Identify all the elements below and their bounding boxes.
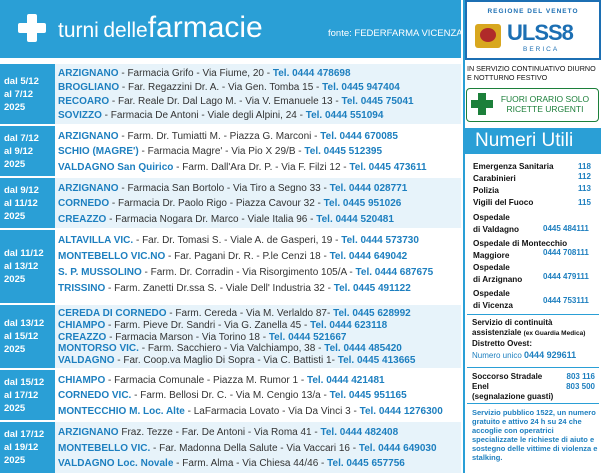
pharmacy-address: - Farmacia Comunale - Piazza M. Rumor 1 -: [105, 375, 307, 386]
useful-number-value: 118: [578, 162, 591, 171]
town-name: BROGLIANO: [58, 82, 120, 93]
lion-emblem-icon: [475, 24, 501, 48]
useful-number-name: Polizia: [473, 186, 499, 195]
pharmacy-cross-icon: [18, 14, 46, 42]
date-range: dal 9/12 al 11/12 2025: [4, 184, 39, 222]
pharmacy-address: - Farm. Dall'Ara Dr. P. - Via F. Filzi 12 -: [173, 161, 350, 173]
useful-number-label: [473, 198, 533, 208]
useful-number-name: Ospedale di Montecchio: [473, 239, 568, 248]
phone-number: Tel. 0444 482408: [320, 427, 399, 438]
useful-number-name: Vigili del Fuoco: [473, 198, 534, 207]
urgent-hours-line-2: RICETTE URGENTI: [506, 104, 584, 114]
pharmacy-entry: [58, 404, 459, 419]
phone-number: Tel. 0445 628992: [333, 308, 411, 319]
town-name: CHIAMPO: [58, 375, 106, 386]
soccorso-value: 803 116: [566, 372, 595, 381]
town-name: ARZIGNANO: [58, 183, 119, 194]
pharmacy-entry: [58, 249, 459, 265]
page-title: [58, 9, 263, 52]
pharmacy-address: - Far. Pagani Dr. R. - P.le Cenzi 18 -: [165, 251, 330, 262]
town-name: S. P. MUSSOLINO: [58, 267, 142, 278]
town-name: ALTAVILLA VIC.: [58, 235, 134, 246]
phone-number: Tel. 0444 421481: [306, 375, 385, 386]
town-name: CREAZZO: [58, 213, 107, 225]
pharmacy-address: - Farm. Alma - Via Chiesa 44/46 -: [173, 458, 328, 470]
pharmacy-address: - Farm. Cereda - Via M. Verlaldo 87-: [166, 308, 334, 319]
useful-number-label: [473, 162, 554, 172]
useful-number-label: [473, 288, 513, 312]
ulss-subtitle: BERICA: [523, 46, 560, 53]
week-row: [0, 422, 461, 473]
pharmacy-address: - Farmacia De Antoni - Viale degli Alpini, 24 -: [101, 110, 306, 121]
phone-number: Tel. 0444 478698: [272, 68, 351, 79]
phone-number: Tel. 0445 413665: [337, 355, 416, 367]
useful-number-value: 0444 708111: [543, 248, 589, 257]
date-range-cell: [0, 422, 55, 473]
pharmacy-list: [58, 425, 459, 472]
title-word-farmacie: farmacie: [147, 11, 263, 44]
useful-number-name-2: Maggiore: [473, 251, 510, 260]
date-range-cell: [0, 230, 55, 303]
ulss-name: ULSS8: [507, 20, 573, 45]
phone-number: Tel. 0444 028771: [329, 183, 408, 194]
violence-helpline-note: Servizio pubblico 1522, un numero gratuito e attivo 24 h su 24 che accoglie con operatrici specializzate le richieste di aiuto e sostegno delle vittime di violenza e stalking.: [472, 408, 598, 462]
phone-number: Tel. 0445 491122: [333, 283, 411, 294]
pharmacy-entry: [58, 233, 459, 249]
town-name: SOVIZZO: [58, 110, 102, 121]
phone-number: Tel. 0444 551094: [305, 110, 384, 121]
pharmacy-entry: [58, 332, 459, 344]
title-word-turni: turni: [58, 19, 99, 42]
town-name: VALDAGNO San Quirico: [58, 161, 174, 173]
town-name: VALDAGNO: [58, 355, 115, 367]
urgent-hours-text: [495, 94, 595, 114]
pharmacy-entry: [58, 388, 459, 403]
date-range: dal 11/12 al 13/12 2025: [4, 248, 44, 285]
town-name: RECOARO: [58, 96, 110, 107]
useful-number-value: 0444 479111: [543, 272, 589, 281]
town-name: MONTECCHIO M. Loc. Alte: [58, 405, 185, 417]
phone-number: Tel. 0445 951026: [323, 198, 402, 210]
pharmacy-list: [58, 129, 459, 175]
pharmacy-address: - Far. Coop.va Maglio Di Sopra - Via C. Battisti 1-: [114, 355, 338, 367]
urgent-hours-box: [466, 88, 599, 122]
continuity-number-label: Numero unico: [472, 351, 522, 360]
date-range-cell: [0, 126, 55, 176]
phone-number: Tel. 0444 649030: [358, 442, 437, 454]
town-name: CEREDA DI CORNEDO: [58, 308, 167, 319]
pharmacy-entry: [58, 281, 459, 297]
phone-number: Tel. 0444 520481: [316, 213, 394, 225]
divider: [467, 367, 599, 368]
pharmacy-address: - Farm. Dr. Corradin - Via Risorgimento 105/A -: [141, 267, 356, 278]
pharmacy-entry: [58, 144, 459, 159]
town-name: CREAZZO: [58, 331, 107, 343]
date-range-cell: [0, 305, 55, 368]
useful-number-label: [473, 186, 499, 196]
town-name: VALDAGNO Loc. Novale: [58, 458, 174, 470]
pharmacy-entry: [58, 95, 459, 109]
week-row: [0, 64, 461, 124]
town-name: MONTORSO VIC.: [58, 343, 139, 355]
phone-number: Tel. 0445 951165: [329, 390, 407, 402]
pharmacy-entry: [58, 181, 459, 196]
pharmacy-entry: [58, 308, 459, 320]
useful-number-name: Ospedale: [473, 263, 510, 272]
useful-number-value: 113: [578, 184, 591, 193]
pharmacy-address: Fraz. Tezze - Far. De Antoni - Via Roma 41 -: [118, 427, 321, 438]
pharmacy-address: - Far. Regazzini Dr. A. - Via Gen. Tomba 15 -: [119, 82, 323, 93]
title-word-delle: delle: [103, 19, 148, 42]
date-range: dal 5/12 al 7/12 2025: [4, 75, 39, 113]
pharmacy-entry: [58, 355, 459, 367]
town-name: MONTEBELLO VIC.NO: [58, 251, 166, 262]
pharmacy-entry: [58, 456, 459, 472]
week-row: [0, 370, 461, 420]
pharmacy-entry: [58, 196, 459, 211]
phone-number: Tel. 0444 670085: [320, 131, 398, 142]
pharmacy-entry: [58, 320, 459, 332]
soccorso-label: Soccorso Stradale: [472, 372, 543, 381]
pharmacy-entry: [58, 109, 459, 123]
useful-number-value: 0445 484111: [543, 224, 589, 233]
week-row: [0, 305, 461, 368]
urgent-hours-line-1: FUORI ORARIO SOLO: [500, 94, 590, 104]
pharmacy-list: [58, 233, 459, 297]
green-cross-icon: [471, 93, 493, 115]
date-range-cell: [0, 178, 55, 228]
useful-number-label: [473, 262, 522, 286]
pharmacy-address: - Far. Reale Dr. Dal Lago M. - Via V. Emanuele 13 -: [109, 96, 342, 107]
enel-label: Enel: [472, 382, 489, 391]
continuity-line-1: Servizio di continuità: [472, 318, 553, 327]
useful-number-label: [473, 174, 516, 184]
pharmacy-address: - Far. Dr. Tomasi S. - Viale A. de Gasperi, 19 -: [133, 235, 342, 246]
pharmacy-list: [58, 373, 459, 419]
phone-number: Tel. 0445 75041: [341, 96, 414, 107]
enel-sub: (segnalazione guasti): [472, 392, 554, 401]
useful-number-name-2: di Arzignano: [473, 275, 523, 284]
service-note: IN SERVIZIO CONTINUATIVO DIURNO E NOTTURNO FESTIVO: [467, 64, 596, 82]
pharmacy-entry: [58, 129, 459, 144]
phone-number: Tel. 0444 521667: [268, 331, 347, 343]
town-name: TRISSINO: [58, 283, 106, 294]
date-range: dal 7/12 al 9/12 2025: [4, 132, 39, 170]
pharmacy-entry: [58, 81, 459, 95]
useful-number-value: 0444 753111: [543, 296, 589, 305]
phone-number: Tel. 0445 657756: [327, 458, 405, 470]
phone-number: Tel. 0445 473611: [349, 161, 427, 173]
useful-number-value: 112: [578, 172, 591, 181]
date-range: dal 17/12 al 19/12 2025: [4, 429, 45, 466]
pharmacy-entry: [58, 160, 459, 175]
week-row: [0, 126, 461, 176]
source-note: fonte: FEDERFARMA VICENZA: [328, 28, 463, 39]
pharmacy-address: - Farm. Zanetti Dr.ssa S. - Viale Dell' Industria 32 -: [105, 283, 334, 294]
phone-number: Tel. 0445 947404: [322, 82, 400, 93]
pharmacy-entry: [58, 373, 459, 388]
useful-number-label: [473, 212, 519, 236]
pharmacy-entry: [58, 265, 459, 281]
phone-number: Tel. 0444 573730: [341, 235, 419, 246]
useful-number-name: Emergenza Sanitaria: [473, 162, 554, 171]
enel-value: 803 500: [566, 382, 595, 391]
phone-number: Tel. 0445 512395: [304, 146, 383, 158]
continuity-district: Distretto Ovest:: [472, 339, 533, 348]
divider: [467, 314, 599, 315]
continuity-note: (ex Guardia Medica): [523, 330, 586, 337]
useful-number-name: Carabinieri: [473, 174, 516, 183]
phone-number: Tel. 0444 649042: [329, 251, 408, 262]
pharmacy-address: - Farmacia Magre' - Via Pio X 29/B -: [138, 146, 305, 158]
date-range-cell: [0, 370, 55, 420]
road-assistance-labels: [472, 372, 553, 402]
continuity-line-2: assistenziale: [472, 328, 522, 337]
ulss-logo: [465, 0, 601, 60]
divider: [467, 403, 599, 404]
pharmacy-entry: [58, 343, 459, 355]
pharmacy-address: - Farmacia Dr. Paolo Rigo - Piazza Cavour 32 -: [109, 198, 324, 210]
phone-number: Tel. 0444 623118: [310, 319, 388, 331]
pharmacy-list: [58, 308, 459, 367]
date-range: dal 13/12 al 15/12 2025: [4, 318, 45, 355]
phone-number: Tel. 0444 1276300: [359, 405, 443, 417]
pharmacy-list: [58, 181, 459, 227]
useful-number-name: Ospedale: [473, 289, 510, 298]
town-name: ARZIGNANO: [58, 427, 119, 438]
date-range: dal 15/12 al 17/12 2025: [4, 376, 45, 414]
town-name: ARZIGNANO: [58, 131, 119, 142]
pharmacy-list: [58, 67, 459, 123]
pharmacy-entry: [58, 425, 459, 441]
pharmacy-address: - LaFarmacia Lovato - Via Da Vinci 3 -: [184, 405, 360, 417]
pharmacy-entry: [58, 212, 459, 227]
useful-number-name-2: di Vicenza: [473, 301, 513, 310]
useful-number-name: Ospedale: [473, 213, 510, 222]
pharmacy-address: - Farm. Bellosi Dr. C. - Via M. Cengio 13/a -: [131, 390, 330, 402]
pharmacy-address: - Farmacia Grifo - Via Fiume, 20 -: [118, 68, 273, 79]
pharmacy-entry: [58, 67, 459, 81]
pharmacy-entry: [58, 441, 459, 457]
pharmacy-address: - Farm. Pieve Dr. Sandri - Via G. Zanella 45 -: [105, 319, 311, 331]
continuity-number-value: 0444 929611: [524, 350, 577, 360]
town-name: CORNEDO: [58, 198, 110, 210]
town-name: ARZIGNANO: [58, 68, 119, 79]
town-name: CORNEDO VIC.: [58, 390, 132, 402]
phone-number: Tel. 0444 687675: [355, 267, 434, 278]
pharmacy-address: - Farm. Sacchiero - Via Valchiampo, 38 -: [138, 343, 325, 355]
pharmacy-address: - Farm. Dr. Tumiatti M. - Piazza G. Marconi -: [118, 131, 321, 142]
region-label: REGIONE DEL VENETO: [487, 8, 579, 15]
date-range-cell: [0, 64, 55, 124]
road-assistance-values: [553, 372, 595, 392]
pharmacy-address: - Farmacia San Bortolo - Via Tiro a Segno 33 -: [118, 183, 330, 194]
week-row: [0, 178, 461, 228]
week-row: [0, 230, 461, 303]
pharmacy-address: - Far. Madonna Della Salute - Via Vaccari 16 -: [150, 442, 359, 454]
town-name: SCHIO (MAGRE'): [58, 146, 139, 158]
phone-number: Tel. 0444 485420: [324, 343, 402, 355]
useful-number-name-2: di Valdagno: [473, 225, 519, 234]
page-header: [0, 0, 461, 60]
useful-number-value: 115: [578, 198, 591, 207]
pharmacy-address: - Farmacia Marson - Via Torino 18 -: [106, 331, 269, 343]
useful-numbers-title: Numeri Utili: [475, 130, 574, 151]
town-name: CHIAMPO: [58, 319, 106, 331]
continuity-number: [472, 350, 576, 360]
pharmacy-address: - Farmacia Nogara Dr. Marco - Viale Italia 96 -: [106, 213, 317, 225]
town-name: MONTEBELLO VIC.: [58, 442, 151, 454]
continuity-service: [472, 318, 597, 349]
